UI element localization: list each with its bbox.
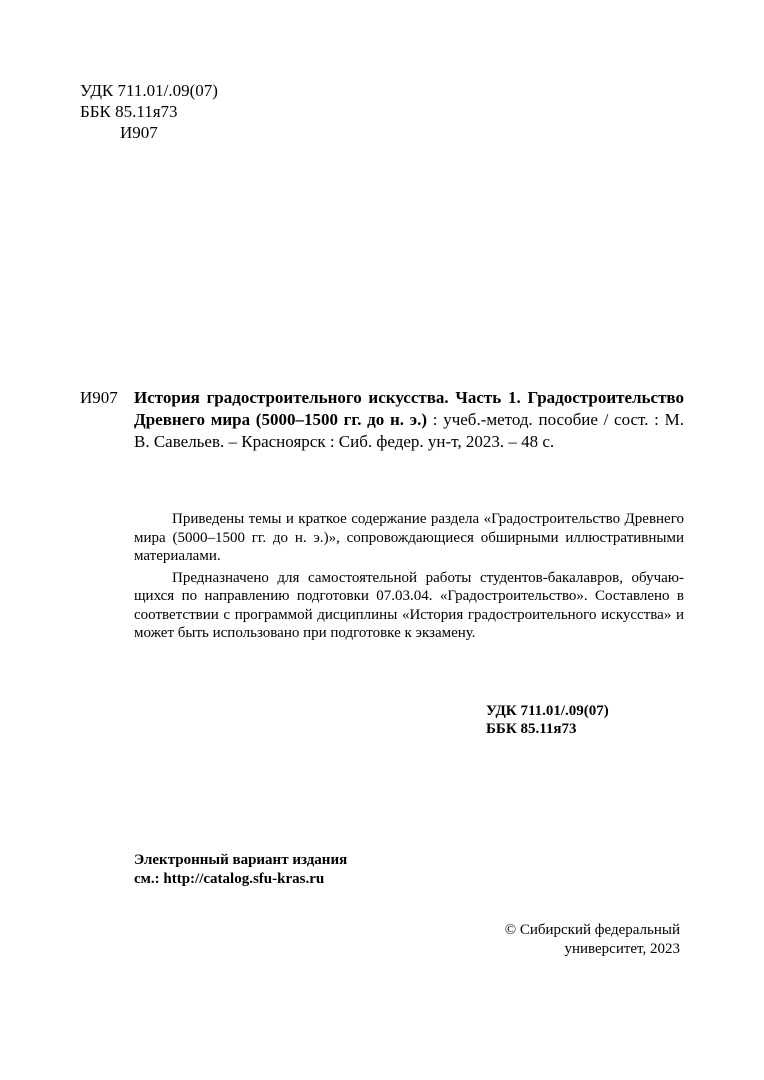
bbk-code-bottom: ББК 85.11я73	[486, 721, 577, 737]
annotation-paragraph: Предназначено для самостоятельной работы студентов-бакалавров, обучающихся по направлению подготовки 07.03.04. «Градостроительство». Составлено в соответствии с программой дисциплины «История градостроительного искусства» и может быть использовано при подготовке к экзамену.	[134, 569, 684, 641]
electronic-version-note	[134, 851, 347, 889]
record-description: : учеб.-метод. пособие / сост. : М. В. Савельев. – Красноярск : Сиб. федер. ун-т, 2023. – 48 с.	[134, 410, 684, 451]
record-title: История градостроительного искусства. Часть 1. Градостроительство Древнего мира (5000–1500 гг. до н. э.)	[134, 388, 684, 429]
udk-code-bottom: УДК 711.01/.09(07)	[486, 703, 609, 719]
record-author-sign: И907	[80, 388, 118, 407]
bibliographic-record	[134, 387, 684, 453]
bbk-code: ББК 85.11я73	[80, 102, 178, 121]
copyright-line: © Сибирский федеральный	[504, 922, 680, 938]
author-mark: И907	[120, 123, 158, 142]
annotation	[134, 510, 684, 646]
classification-header	[80, 80, 218, 143]
catalog-link: см.: http://catalog.sfu-kras.ru	[134, 871, 325, 887]
copyright-notice	[470, 921, 680, 959]
copyright-line: университет, 2023	[564, 941, 680, 957]
udk-code: УДК 711.01/.09(07)	[80, 81, 218, 100]
annotation-paragraph: Приведены темы и краткое содержание раздела «Градостроительство Древнего мира (5000–1500 гг. до н. э.)», сопровождающиеся обширными иллюстративными материалами.	[134, 511, 684, 564]
classification-footer	[486, 702, 609, 738]
electronic-version-label: Электронный вариант издания	[134, 852, 348, 868]
